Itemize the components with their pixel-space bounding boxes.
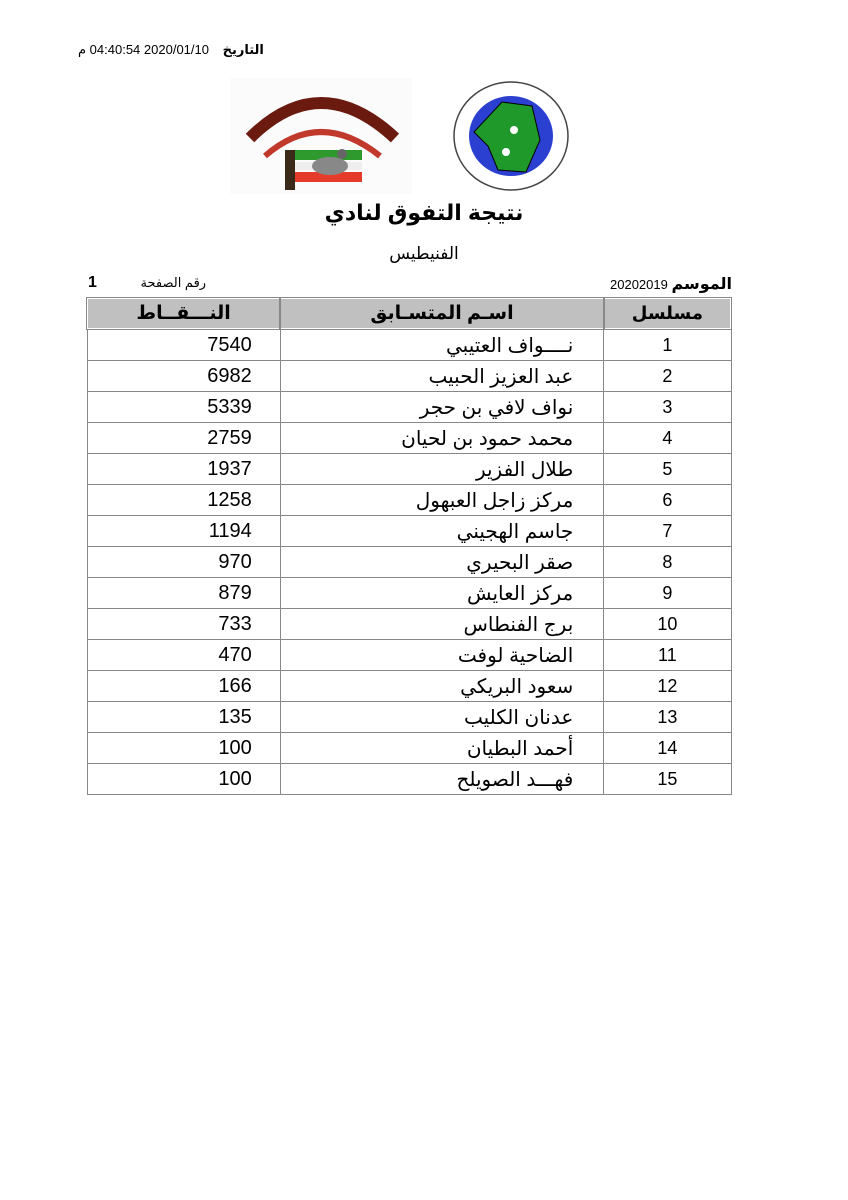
cell-name: جاسم الهجيني (280, 516, 604, 547)
cell-serial: 13 (604, 702, 731, 733)
cell-name: نــــواف العتيبي (280, 329, 604, 361)
cell-name: الضاحية لوفت (280, 640, 604, 671)
cell-serial: 10 (604, 609, 731, 640)
cell-points: 733 (87, 609, 280, 640)
cell-serial: 2 (604, 361, 731, 392)
cell-name: فهـــد الصويلح (280, 764, 604, 795)
club-logo (230, 78, 412, 194)
cell-points: 2759 (87, 423, 280, 454)
cell-serial: 14 (604, 733, 731, 764)
cell-points: 1194 (87, 516, 280, 547)
table-row (87, 764, 731, 795)
cell-points: 100 (87, 733, 280, 764)
cell-name: مركز العايش (280, 578, 604, 609)
table-row (87, 392, 731, 423)
cell-serial: 6 (604, 485, 731, 516)
cell-serial: 8 (604, 547, 731, 578)
cell-name: مركز زاجل العبهول (280, 485, 604, 516)
federation-logo (452, 80, 570, 192)
cell-points: 1258 (87, 485, 280, 516)
cell-name: صقر البحيري (280, 547, 604, 578)
cell-serial: 4 (604, 423, 731, 454)
cell-name: عبد العزيز الحبيب (280, 361, 604, 392)
cell-serial: 3 (604, 392, 731, 423)
date-value: 2020/01/10 04:40:54 م (78, 42, 209, 57)
cell-points: 970 (87, 547, 280, 578)
print-date (78, 42, 264, 58)
cell-name: برج الفنطاس (280, 609, 604, 640)
cell-points: 135 (87, 702, 280, 733)
cell-name: أحمد البطيان (280, 733, 604, 764)
table-row (87, 733, 731, 764)
season-label: الموسم (671, 276, 732, 293)
page-title: نتيجة التفوق لنادي (324, 200, 524, 225)
season-value: 20202019 (610, 277, 668, 292)
table-row (87, 640, 731, 671)
header-points: النـــقــاط (87, 298, 280, 329)
table-row (87, 361, 731, 392)
table-row (87, 516, 731, 547)
cell-name: سعود البريكي (280, 671, 604, 702)
cell-points: 166 (87, 671, 280, 702)
cell-points: 7540 (87, 329, 280, 361)
cell-points: 6982 (87, 361, 280, 392)
table-header-row (87, 298, 731, 329)
cell-serial: 15 (604, 764, 731, 795)
header-serial: مسلسل (604, 298, 731, 329)
cell-points: 5339 (87, 392, 280, 423)
cell-serial: 9 (604, 578, 731, 609)
page-number (88, 274, 206, 292)
table-row (87, 485, 731, 516)
table-row (87, 609, 731, 640)
cell-points: 100 (87, 764, 280, 795)
cell-name: نواف لافي بن حجر (280, 392, 604, 423)
cell-serial: 5 (604, 454, 731, 485)
cell-name: عدنان الكليب (280, 702, 604, 733)
table-row (87, 578, 731, 609)
table-row (87, 423, 731, 454)
table-row (87, 454, 731, 485)
header-name: اسـم المتسـابق (280, 298, 604, 329)
page-number-value: 1 (88, 274, 97, 291)
cell-name: محمد حمود بن لحيان (280, 423, 604, 454)
cell-serial: 12 (604, 671, 731, 702)
table-row (87, 547, 731, 578)
cell-serial: 11 (604, 640, 731, 671)
season (610, 274, 732, 294)
cell-points: 879 (87, 578, 280, 609)
page-number-label: رقم الصفحة (140, 275, 207, 290)
date-label: التاريخ (222, 42, 264, 57)
table-row (87, 329, 731, 361)
cell-points: 1937 (87, 454, 280, 485)
results-table (86, 297, 732, 795)
cell-points: 470 (87, 640, 280, 671)
table-row (87, 702, 731, 733)
club-name: الفنيطيس (389, 244, 459, 263)
cell-name: طلال الفزير (280, 454, 604, 485)
table-row (87, 671, 731, 702)
cell-serial: 1 (604, 329, 731, 361)
cell-serial: 7 (604, 516, 731, 547)
